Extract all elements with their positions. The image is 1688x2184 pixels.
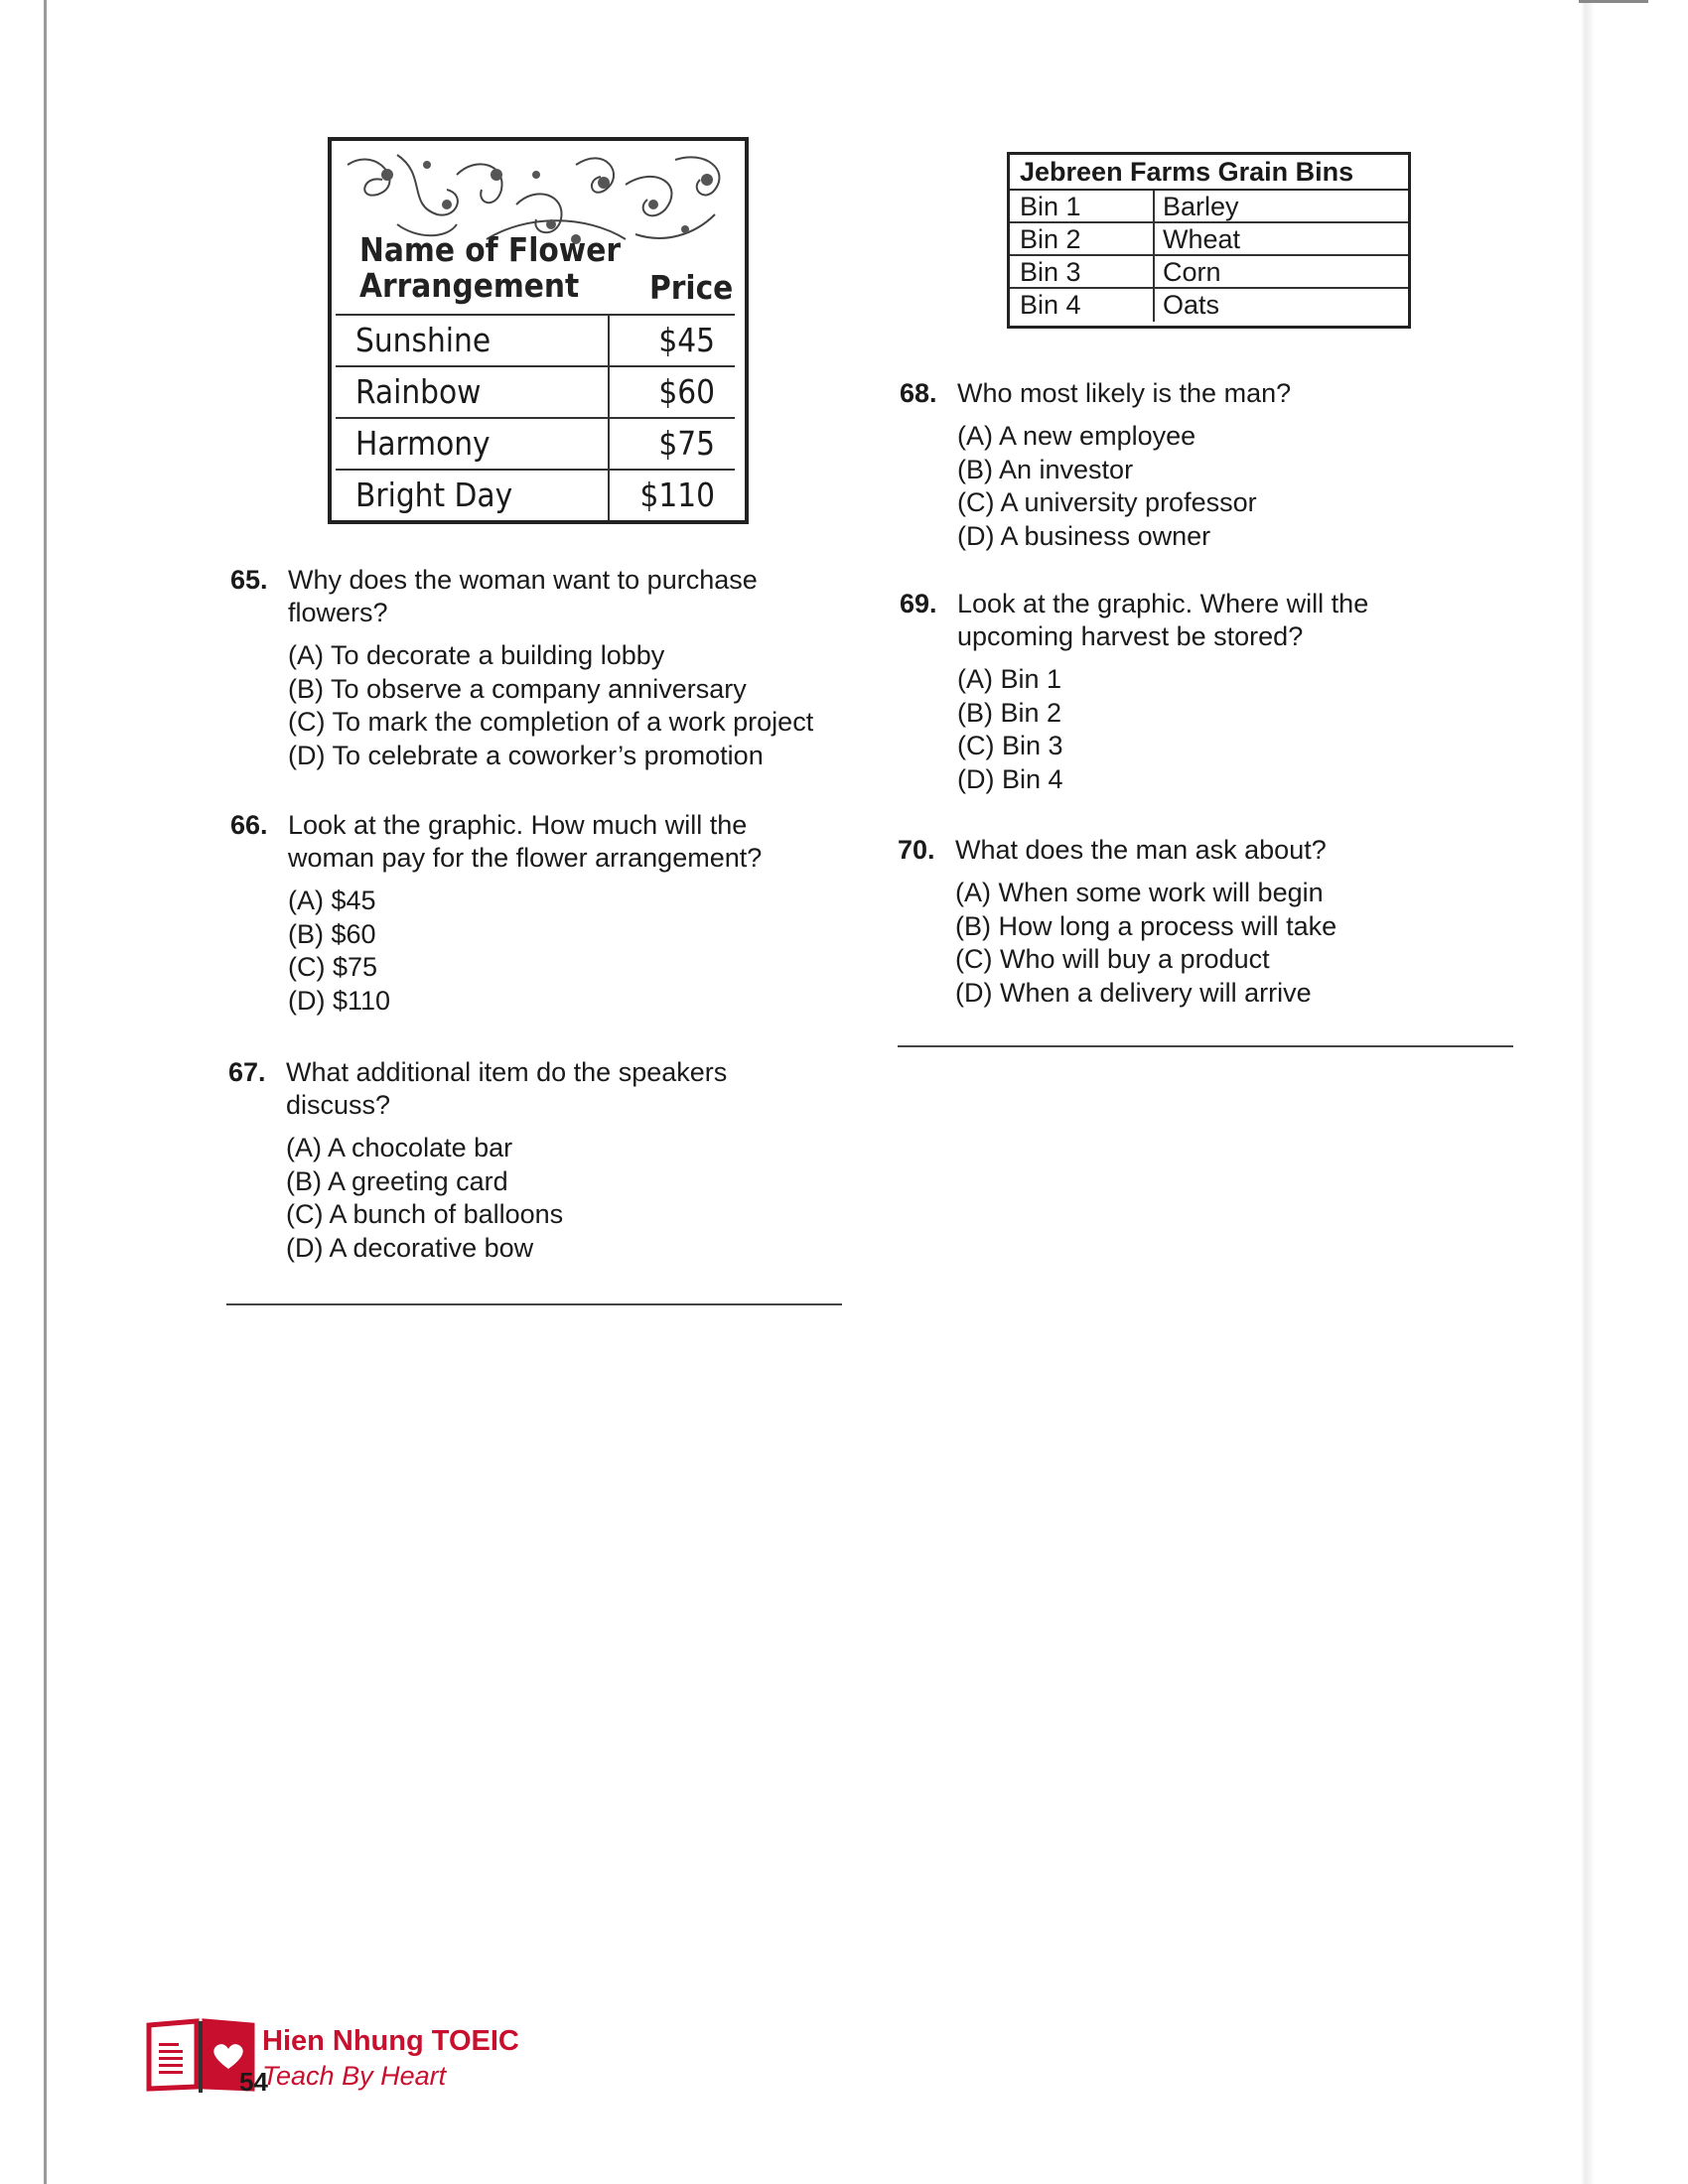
answer-option[interactable]: (C) To mark the completion of a work project <box>288 707 814 737</box>
question-text: Look at the graphic. Where will the upcoming harvest be stored? <box>957 589 1369 651</box>
question-69 <box>900 588 1535 806</box>
section-divider-left <box>226 1303 842 1305</box>
question-67 <box>228 1056 864 1275</box>
table-row <box>1010 191 1408 223</box>
grain-bins-table <box>1007 152 1411 329</box>
answer-option[interactable]: (B) An investor <box>957 454 1134 484</box>
answer-option[interactable]: (A) To decorate a building lobby <box>288 640 665 670</box>
table-row <box>1010 289 1408 322</box>
brand-tagline: Teach By Heart <box>262 2061 447 2091</box>
bin-label: Bin 4 <box>1010 289 1155 322</box>
brand-name: Hien Nhung TOEIC <box>262 2025 519 2057</box>
bin-label: Bin 3 <box>1010 256 1155 287</box>
flower-name: Rainbow <box>336 367 610 417</box>
bin-label: Bin 1 <box>1010 191 1155 221</box>
flower-price: $60 <box>658 372 715 411</box>
flower-price: $110 <box>639 476 715 514</box>
table-row <box>336 417 735 469</box>
answer-options <box>286 1132 563 1265</box>
question-number: 67. <box>228 1057 266 1087</box>
answer-option[interactable]: (D) To celebrate a coworker’s promotion <box>288 740 764 770</box>
table-row <box>336 469 735 520</box>
answer-option[interactable]: (A) Bin 1 <box>957 664 1062 694</box>
flower-name: Harmony <box>336 419 610 469</box>
table-row <box>336 365 735 417</box>
answer-option[interactable]: (B) How long a process will take <box>955 910 1337 941</box>
scan-edge-top <box>1579 0 1648 3</box>
question-text: What does the man ask about? <box>955 835 1327 865</box>
flower-name: Bright Day <box>336 471 610 520</box>
page-number: 54 <box>239 2067 268 2097</box>
answer-option[interactable]: (C) Who will buy a product <box>955 944 1270 974</box>
question-number: 70. <box>898 835 935 865</box>
flower-header-name: Name of Flower Arrangement <box>359 230 621 305</box>
flower-price: $45 <box>658 321 715 359</box>
flower-rows <box>336 314 735 520</box>
table-row <box>336 314 735 365</box>
grain-label: Barley <box>1163 192 1239 221</box>
question-text: What additional item do the speakers discuss? <box>286 1057 728 1120</box>
answer-options <box>957 420 1257 553</box>
question-text: Why does the woman want to purchase flowers? <box>288 565 758 627</box>
question-70 <box>898 834 1533 1013</box>
question-number: 66. <box>230 810 268 840</box>
grain-label: Wheat <box>1163 224 1241 254</box>
flower-price-table <box>328 137 749 524</box>
flower-price: $75 <box>658 424 715 463</box>
answer-option[interactable]: (A) A new employee <box>957 421 1196 451</box>
answer-option[interactable]: (D) A business owner <box>957 520 1211 551</box>
answer-option[interactable]: (B) To observe a company anniversary <box>288 673 747 704</box>
answer-option[interactable]: (C) $75 <box>288 952 378 982</box>
grain-table-title: Jebreen Farms Grain Bins <box>1010 155 1408 191</box>
answer-option[interactable]: (B) A greeting card <box>286 1165 508 1196</box>
question-68 <box>900 377 1535 556</box>
grain-label: Corn <box>1163 257 1221 287</box>
answer-option[interactable]: (A) A chocolate bar <box>286 1133 513 1162</box>
question-66 <box>230 809 866 1027</box>
table-row <box>1010 256 1408 289</box>
answer-option[interactable]: (D) A decorative bow <box>286 1232 534 1263</box>
answer-option[interactable]: (D) When a delivery will arrive <box>955 977 1312 1008</box>
table-row <box>1010 223 1408 256</box>
answer-options <box>288 639 813 772</box>
question-number: 68. <box>900 378 937 408</box>
answer-option[interactable]: (D) $110 <box>288 985 391 1016</box>
question-65 <box>230 564 866 782</box>
section-divider-right <box>898 1045 1513 1047</box>
question-number: 65. <box>230 565 268 595</box>
question-number: 69. <box>900 589 937 618</box>
bin-label: Bin 2 <box>1010 223 1155 254</box>
answer-options <box>957 663 1063 796</box>
answer-options <box>955 877 1336 1010</box>
answer-option[interactable]: (A) When some work will begin <box>955 878 1324 907</box>
answer-option[interactable]: (D) Bin 4 <box>957 763 1063 794</box>
answer-option[interactable]: (A) $45 <box>288 886 376 915</box>
answer-options <box>288 885 390 1018</box>
answer-option[interactable]: (B) $60 <box>288 918 376 949</box>
answer-option[interactable]: (B) Bin 2 <box>957 697 1062 728</box>
flower-header-price: Price <box>649 268 734 307</box>
scan-edge-left <box>44 0 47 2184</box>
scan-edge-right <box>1581 0 1595 2184</box>
question-text: Look at the graphic. How much will the woman pay for the flower arrangement? <box>288 810 763 873</box>
question-text: Who most likely is the man? <box>957 378 1292 408</box>
grain-label: Oats <box>1163 290 1220 320</box>
answer-option[interactable]: (C) Bin 3 <box>957 731 1063 760</box>
answer-option[interactable]: (C) A university professor <box>957 487 1257 517</box>
flower-name: Sunshine <box>336 316 610 365</box>
answer-option[interactable]: (C) A bunch of balloons <box>286 1199 564 1229</box>
